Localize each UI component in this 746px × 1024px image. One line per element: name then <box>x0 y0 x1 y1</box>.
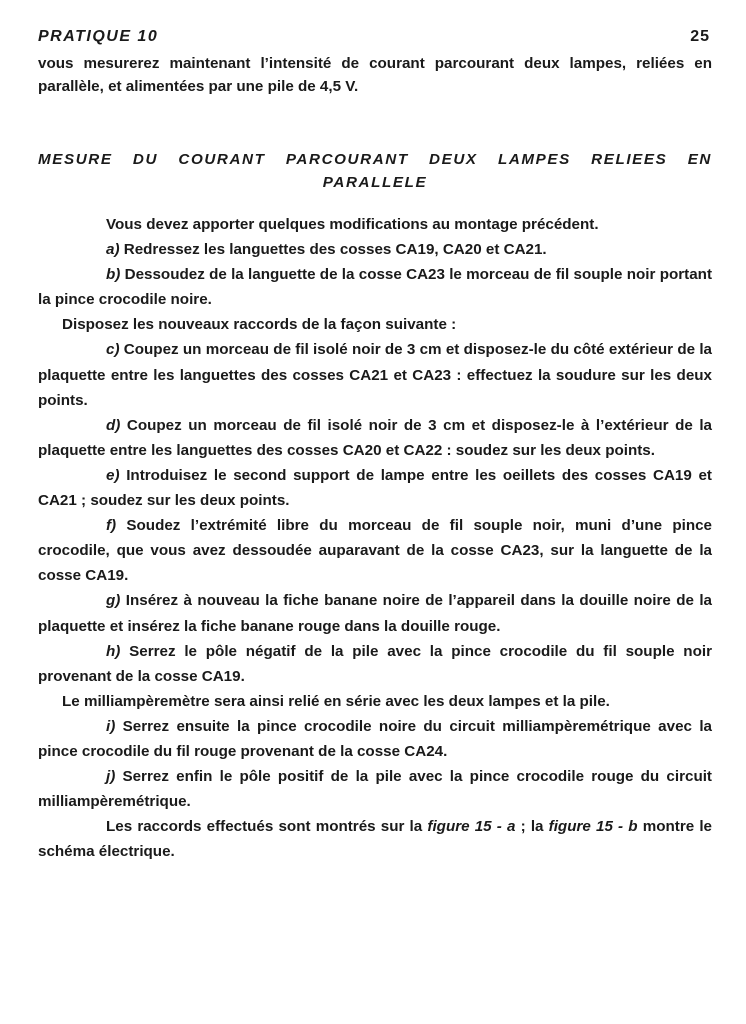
step-text: Introduisez le second support de lampe entre les oeillets des cosses CA19 et CA21 ; soudez sur les deux points. <box>38 466 712 510</box>
paragraph-text: Le milliampèremètre sera ainsi relié en série avec les deux lampes et la pile. <box>62 692 610 710</box>
paragraph-figure-reference <box>38 814 712 864</box>
paragraph-text-part-3: montre le schéma électrique. <box>38 818 712 861</box>
step-text: Redressez les languettes des cosses CA19, CA20 et CA21. <box>119 241 547 259</box>
page-number: 25 <box>690 28 710 45</box>
section-title-line-2: PARALLELE <box>322 174 428 191</box>
step-letter: b) <box>106 266 121 284</box>
step-i <box>38 714 712 764</box>
paragraph-milliamperemetre <box>38 689 712 714</box>
step-b <box>38 262 712 312</box>
step-text: Coupez un morceau de fil isolé noir de 3 cm et disposez-le du côté extérieur de la plaquette entre les languettes des cosses CA21 et CA23 : effectuez la soudure sur les deux points. <box>38 341 712 409</box>
step-text: Serrez le pôle négatif de la pile avec la pince crocodile du fil souple noir provenant de la cosse CA19. <box>38 642 712 685</box>
step-text: Serrez enfin le pôle positif de la pile avec la pince crocodile rouge du circuit milliampèremétrique. <box>38 768 712 811</box>
step-letter: h) <box>106 642 121 660</box>
step-text: Coupez un morceau de fil isolé noir de 3 cm et disposez-le à l’extérieur de la plaquette entre les languettes des cosses CA20 et CA22 : soudez sur les deux points. <box>38 416 712 459</box>
step-letter: a) <box>106 241 120 259</box>
step-text: Soudez l’extrémité libre du morceau de fil souple noir, muni d’une pince crocodile, que vous avez dessoudée auparavant de la cosse CA23, sur la languette de la cosse CA19. <box>38 517 712 585</box>
body-text <box>38 212 712 864</box>
paragraph-text: Vous devez apporter quelques modifications au montage précédent. <box>106 216 599 233</box>
step-letter: e) <box>106 466 120 484</box>
document-page <box>38 28 712 864</box>
section-title <box>38 148 712 194</box>
step-letter: f) <box>106 517 117 535</box>
paragraph-text-part-1: Les raccords effectués sont montrés sur la <box>106 818 428 836</box>
figure-reference-15a: figure 15 - a <box>427 818 516 836</box>
step-letter: c) <box>106 341 120 359</box>
step-letter: i) <box>106 717 116 735</box>
section-title-line-1: MESURE DU COURANT PARCOURANT DEUX LAMPES RELIEES EN <box>38 151 712 168</box>
step-letter: j) <box>106 768 116 786</box>
paragraph-text-part-2: ; la <box>515 818 549 836</box>
paragraph-intro-modifications <box>38 212 712 237</box>
step-j <box>38 764 712 814</box>
paragraph-dispose <box>38 312 712 337</box>
step-text: Insérez à nouveau la fiche banane noire de l’appareil dans la douille noire de la plaquette et insérez la fiche banane rouge dans la douille rouge. <box>38 592 712 635</box>
figure-reference-15b: figure 15 - b <box>548 818 638 836</box>
step-letter: d) <box>106 416 121 434</box>
step-h <box>38 639 712 689</box>
step-f <box>38 513 712 588</box>
step-text: Dessoudez de la languette de la cosse CA23 le morceau de fil souple noir portant la pince crocodile noire. <box>38 266 712 309</box>
step-a <box>38 237 712 262</box>
step-letter: g) <box>106 592 121 610</box>
step-c <box>38 337 712 412</box>
running-title: PRATIQUE 10 <box>38 28 159 45</box>
step-g <box>38 588 712 638</box>
step-e <box>38 463 712 513</box>
step-text: Serrez ensuite la pince crocodile noire du circuit milliampèremétrique avec la pince crocodile du fil rouge provenant de la cosse CA24. <box>38 717 712 760</box>
step-d <box>38 413 712 463</box>
page-header <box>38 28 712 52</box>
intro-paragraph: vous mesurerez maintenant l’intensité de courant parcourant deux lampes, reliées en parallèle, et alimentées par une pile de 4,5 V. <box>38 55 712 95</box>
paragraph-text: Disposez les nouveaux raccords de la façon suivante : <box>62 316 457 334</box>
